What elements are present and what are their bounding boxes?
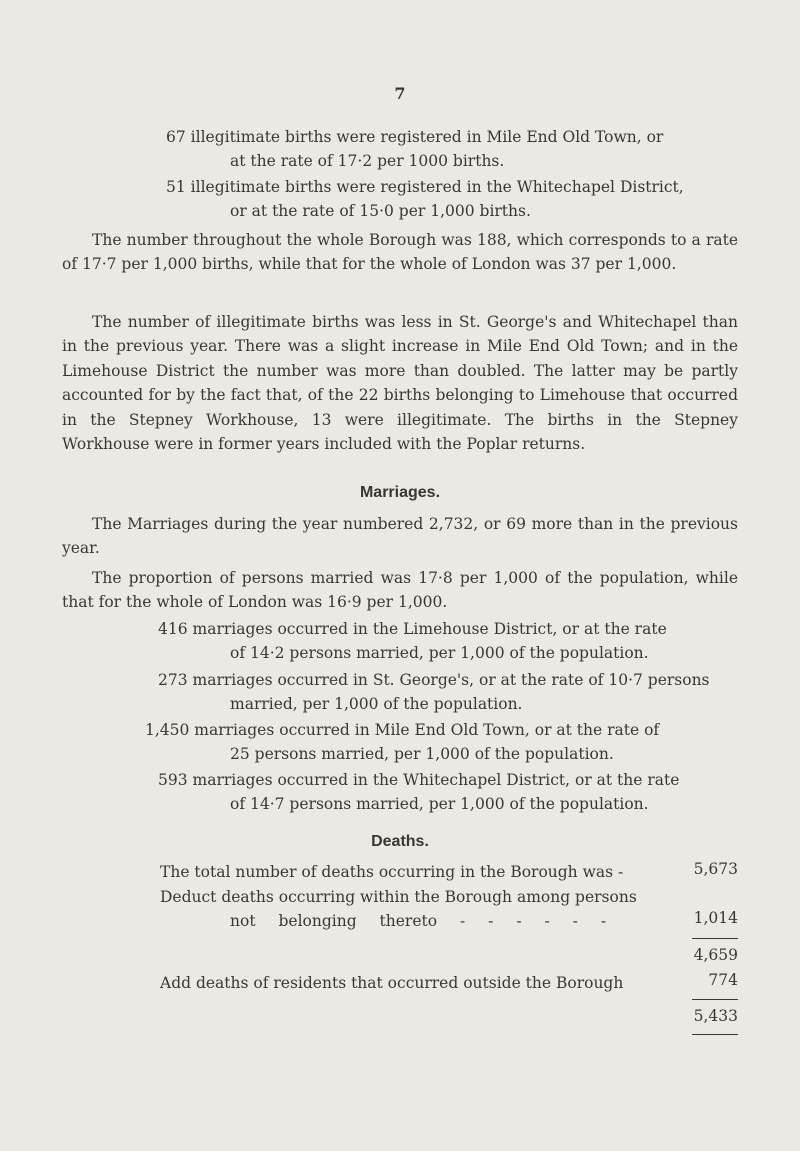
marriage-limehouse-line1: 416 marriages occurred in the Limehouse District, or at the rate [158, 620, 667, 638]
marriage-mile-end-line2: 25 persons married, per 1,000 of the population. [230, 745, 614, 763]
deaths-deduct-label2: not belonging thereto - - - - - - [230, 912, 607, 930]
deaths-final-value: 5,433 [693, 1007, 738, 1025]
deaths-add-label: Add deaths of residents that occurred outside the Borough [160, 974, 624, 992]
marriage-limehouse-line2: of 14·2 persons married, per 1,000 of the population. [230, 644, 649, 662]
deaths-deduct-value: 1,014 [693, 909, 738, 927]
marriage-whitechapel-line1: 593 marriages occurred in the Whitechapel District, or at the rate [158, 771, 680, 789]
births-whitechapel-line2: or at the rate of 15·0 per 1,000 births. [230, 202, 531, 220]
marriages-heading: Marriages. [359, 484, 441, 501]
deaths-add-value: 774 [708, 971, 738, 989]
deaths-subtotal-value: 4,659 [693, 946, 738, 964]
deaths-total-label: The total number of deaths occurring in the Borough was - [160, 863, 624, 881]
births-whitechapel-line1: 51 illegitimate births were registered in the Whitechapel District, [166, 178, 684, 196]
marriages-para2: The proportion of persons married was 17·8 per 1,000 of the population, while that for the whole of London was 16·9 per 1,000. [62, 569, 738, 612]
final-rule-top [692, 999, 738, 1000]
marriage-st-georges-line2: married, per 1,000 of the population. [230, 695, 523, 713]
deaths-heading: Deaths. [371, 833, 429, 850]
marriage-mile-end-line1: 1,450 marriages occurred in Mile End Old Town, or at the rate of [145, 721, 660, 739]
deaths-total-value: 5,673 [693, 860, 738, 878]
subtotal-rule [692, 938, 738, 939]
births-borough-total: The number throughout the whole Borough was 188, which corresponds to a rate of 17·7 per 1,000 births, while that for the whole of London was 37 per 1,000. [62, 231, 738, 274]
page-number: 7 [394, 84, 406, 103]
births-comparison: The number of illegitimate births was less in St. George's and Whitechapel than in the previous year. There was a slight increase in Mile End Old Town; and in the Limehouse District the number was more than doubled. The latter may be partly accounted for by the fact that, of the 22 births belonging to Limehouse that occurred in the Stepney Workhouse, 13 were illegitimate. The births in the Stepney Workhouse were in former years included with the Poplar returns. [62, 313, 738, 454]
births-mile-end-line1: 67 illegitimate births were registered in Mile End Old Town, or [166, 128, 664, 146]
marriage-whitechapel-line2: of 14·7 persons married, per 1,000 of the population. [230, 795, 649, 813]
final-rule-bottom [692, 1034, 738, 1035]
births-mile-end [166, 125, 746, 149]
deaths-deduct-label1: Deduct deaths occurring within the Borough among persons [160, 888, 637, 906]
marriage-st-georges-line1: 273 marriages occurred in St. George's, or at the rate of 10·7 persons [158, 671, 710, 689]
births-mile-end-line2: at the rate of 17·2 per 1000 births. [230, 152, 505, 170]
marriages-para1: The Marriages during the year numbered 2,732, or 69 more than in the previous year. [62, 515, 738, 558]
